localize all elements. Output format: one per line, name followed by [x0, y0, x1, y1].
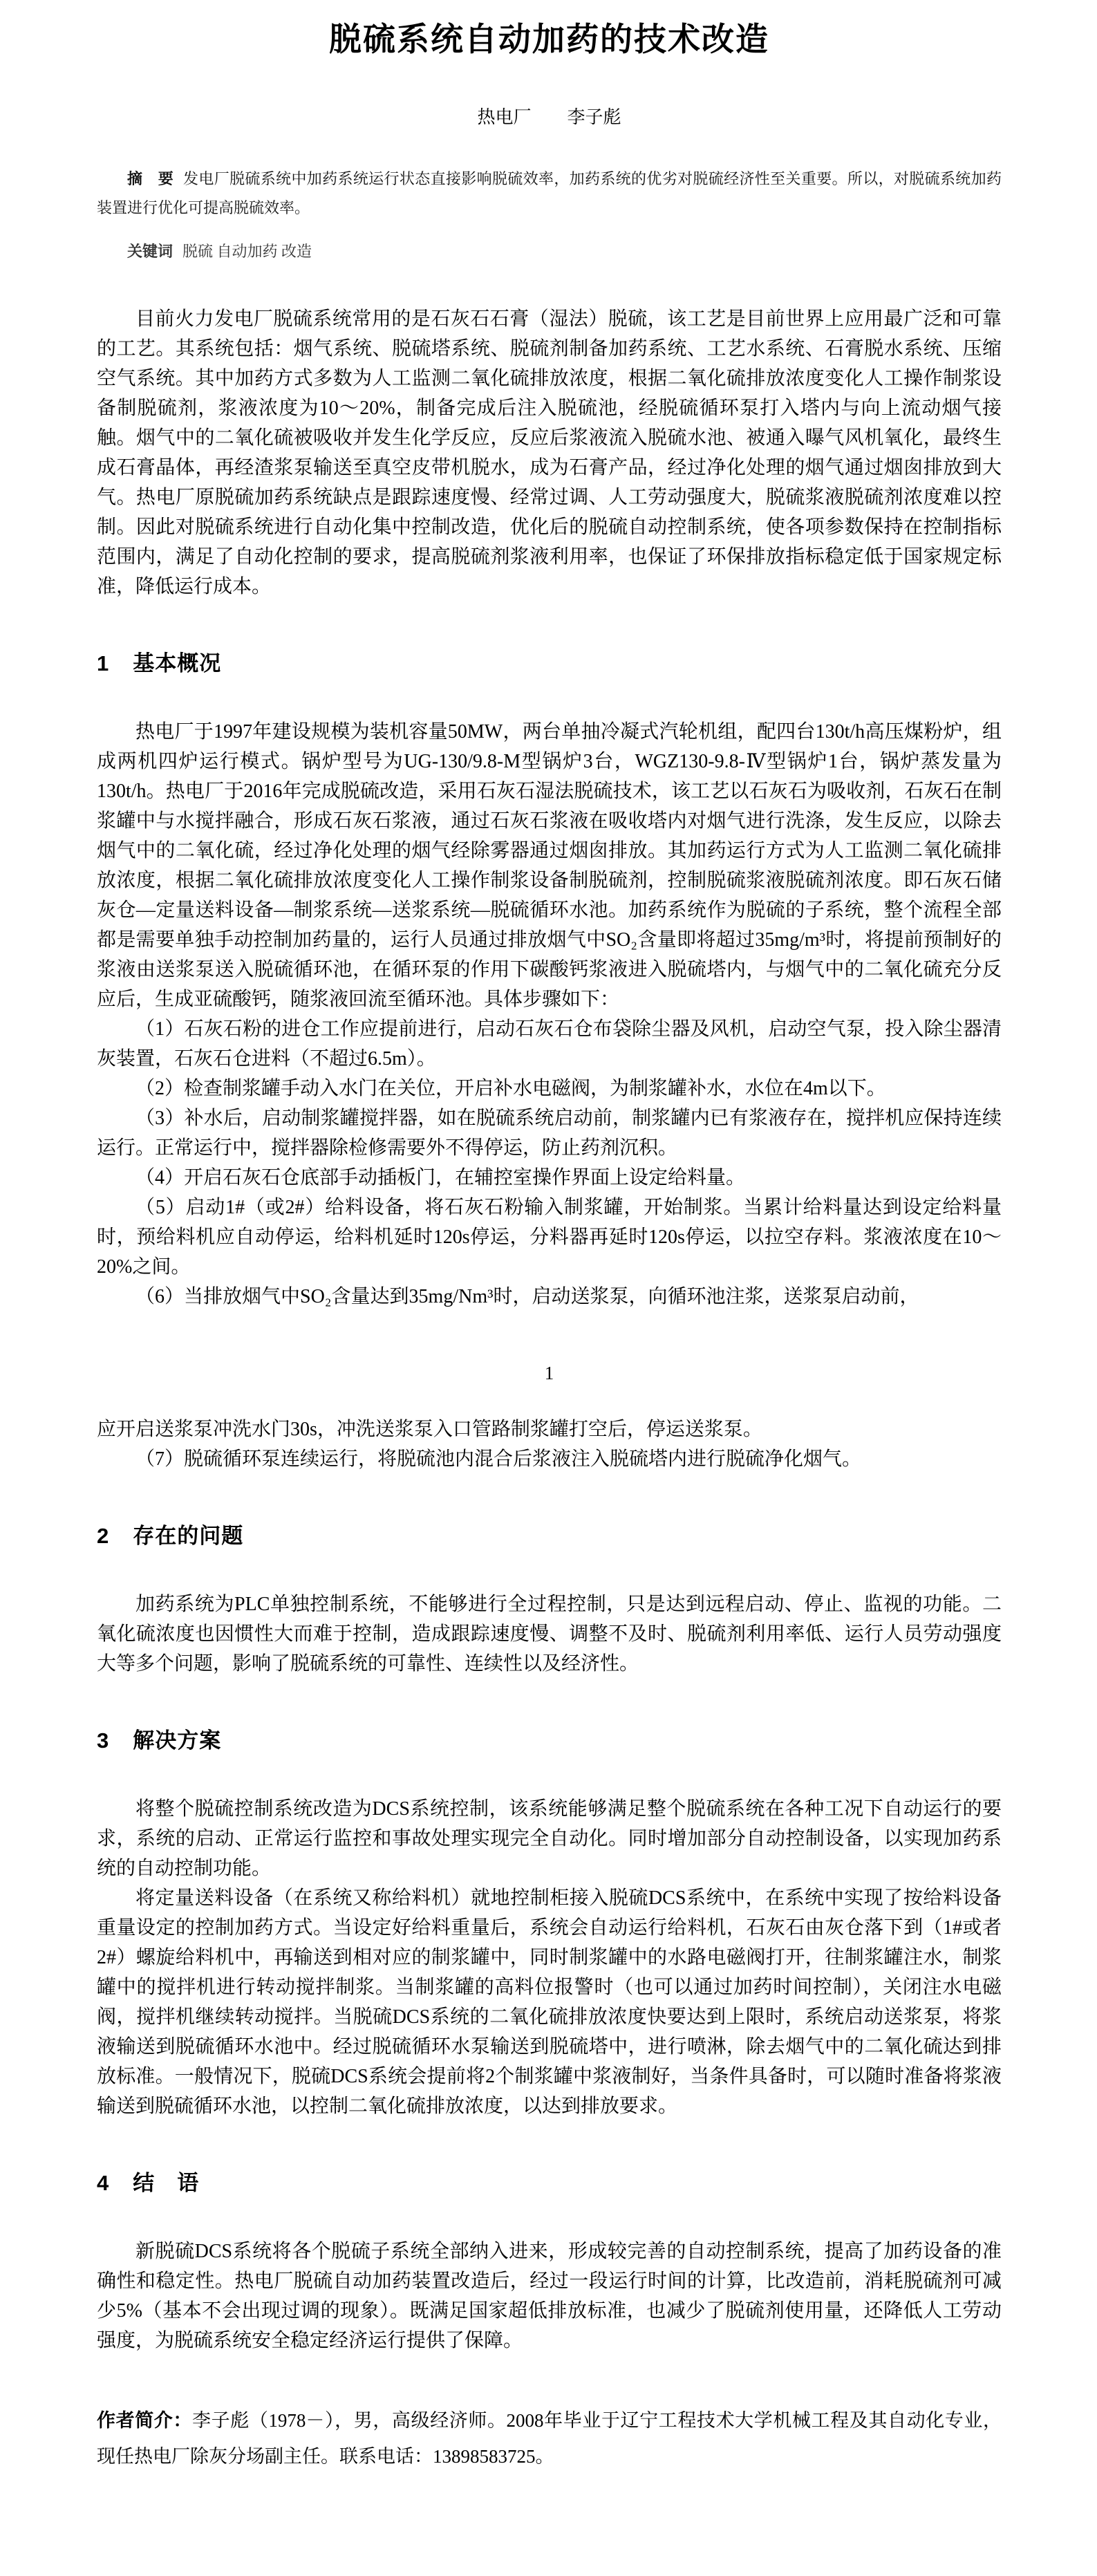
section-1-heading	[97, 646, 1002, 677]
section-2-title: 存在的问题	[133, 1524, 244, 1548]
section-2-heading	[97, 1518, 1002, 1549]
intro-paragraph: 目前火力发电厂脱硫系统常用的是石灰石石膏（湿法）脱硫，该工艺是目前世界上应用最广泛和可靠的工艺。其系统包括：烟气系统、脱硫塔系统、脱硫剂制备加药系统、工艺水系统、石膏脱水系统、压缩空气系统。其中加药方式多数为人工监测二氧化硫排放浓度，根据二氧化硫排放浓度变化人工操作制浆设备制脱硫剂，浆液浓度为10～20%，制备完成后注入脱硫池，经脱硫循环泵打入塔内与向上流动烟气接触。烟气中的二氧化硫被吸收并发生化学反应，反应后浆液流入脱硫水池、被通入曝气风机氧化，最终生成石膏晶体，再经渣浆泵输送至真空皮带机脱水，成为石膏产品，经过净化处理的烟气通过烟囱排放到大气。热电厂原脱硫加药系统缺点是跟踪速度慢、经常过调、人工劳动强度大，脱硫浆液脱硫剂浓度难以控制。因此对脱硫系统进行自动化集中控制改造，优化后的脱硫自动控制系统，使各项参数保持在控制指标范围内，满足了自动化控制的要求，提高脱硫剂浆液利用率，也保证了环保排放指标稳定低于国家规定标准，降低运行成本。	[97, 308, 1002, 597]
author-bio-text: 李子彪（1978－），男，高级经济师。2008年毕业于辽宁工程技术大学机械工程及其自动化专业，现任热电厂除灰分场副主任。联系电话：13898583725。	[97, 2410, 1002, 2467]
section-1-step-6-continuation: 应开启送浆泵冲洗水门30s，冲洗送浆泵入口管路制浆罐打空后，停运送浆泵。	[97, 1419, 762, 1440]
section-1-title: 基本概况	[133, 651, 222, 675]
section-1-step-1: （1）石灰石粉的进仓工作应提前进行，启动石灰石仓布袋除尘器及风机，启动空气泵，投入除尘器清灰装置，石灰石仓进料（不超过6.5m）。	[97, 1018, 1002, 1070]
author-bio-label: 作者简介：	[97, 2410, 193, 2431]
author-bio	[97, 2402, 1002, 2474]
section-1-step-5: （5）启动1#（或2#）给料设备，将石灰石粉输入制浆罐，开始制浆。当累计给料量达到设定给料量时，预给料机应自动停运，给料机延时120s停运，分料器再延时120s停运，以拉空存料。浆液浓度在10～20%之间。	[97, 1197, 1002, 1278]
byline-author: 李子彪	[567, 107, 621, 127]
section-3-number: 3	[97, 1728, 110, 1753]
paper-title: 脱硫系统自动加药的技术改造	[329, 21, 769, 57]
section-1-step-6: （6）当排放烟气中SO₂含量达到35mg/Nm³时，启动送浆泵，向循环池注浆，送浆泵启动前，	[135, 1286, 919, 1307]
section-1-step-4: （4）开启石灰石仓底部手动插板门，在辅控室操作界面上设定给料量。	[135, 1167, 746, 1188]
abstract	[97, 165, 1002, 223]
section-1-step-7: （7）脱硫循环泵连续运行，将脱硫池内混合后浆液注入脱硫塔内进行脱硫净化烟气。	[135, 1448, 862, 1470]
section-3-heading	[97, 1723, 1002, 1754]
keywords-label: 关键词	[127, 243, 174, 260]
byline	[97, 103, 1002, 129]
section-3-title: 解决方案	[133, 1728, 222, 1753]
page-number: 1	[544, 1363, 554, 1383]
section-3-paragraph-2: 将定量送料设备（在系统又称给料机）就地控制柜接入脱硫DCS系统中，在系统中实现了按给料设备重量设定的控制加药方式。当设定好给料重量后，系统会自动运行给料机，石灰石由灰仓落下到（1#或者2#）螺旋给料机中，再输送到相对应的制浆罐中，同时制浆罐中的水路电磁阀打开，往制浆罐注水，制浆罐中的搅拌机进行转动搅拌制浆。当制浆罐的高料位报警时（也可以通过加药时间控制），关闭注水电磁阀，搅拌机继续转动搅拌。当脱硫DCS系统的二氧化硫排放浓度快要达到上限时，系统启动送浆泵，将浆液输送到脱硫循环水池中。经过脱硫循环水泵输送到脱硫塔中，进行喷淋，除去烟气中的二氧化硫达到排放标准。一般情况下，脱硫DCS系统会提前将2个制浆罐中浆液制好，当条件具备时，可以随时准备将浆液输送到脱硫循环水池，以控制二氧化硫排放浓度，以达到排放要求。	[97, 1887, 1002, 2117]
abstract-text: 发电厂脱硫系统中加药系统运行状态直接影响脱硫效率，加药系统的优劣对脱硫经济性至关重要。所以，对脱硫系统加药装置进行优化可提高脱硫效率。	[97, 170, 1002, 216]
section-2-paragraph: 加药系统为PLC单独控制系统，不能够进行全过程控制，只是达到远程启动、停止、监视的功能。二氧化硫浓度也因惯性大而难于控制，造成跟踪速度慢、调整不及时、脱硫剂利用率低、运行人员劳动强度大等多个问题，影响了脱硫系统的可靠性、连续性以及经济性。	[97, 1594, 1002, 1674]
section-1-step-2: （2）检查制浆罐手动入水门在关位，开启补水电磁阀，为制浆罐补水，水位在4m以下。	[135, 1078, 886, 1099]
section-3-paragraph-1: 将整个脱硫控制系统改造为DCS系统控制，该系统能够满足整个脱硫系统在各种工况下自动运行的要求，系统的启动、正常运行监控和事故处理实现完全自动化。同时增加部分自动控制设备，以实现加药系统的自动控制功能。	[97, 1798, 1002, 1879]
section-4-paragraph: 新脱硫DCS系统将各个脱硫子系统全部纳入进来，形成较完善的自动控制系统，提高了加药设备的准确性和稳定性。热电厂脱硫自动加药装置改造后，经过一段运行时间的计算，比改造前，消耗脱硫剂可减少5%（基本不会出现过调的现象）。既满足国家超低排放标准，也减少了脱硫剂使用量，还降低人工劳动强度，为脱硫系统安全稳定经济运行提供了保障。	[97, 2241, 1002, 2351]
keywords-text: 脱硫 自动加药 改造	[182, 243, 312, 260]
section-1-step-3: （3）补水后，启动制浆罐搅拌器，如在脱硫系统启动前，制浆罐内已有浆液存在，搅拌机应保持连续运行。正常运行中，搅拌器除检修需要外不得停运，防止药剂沉积。	[97, 1108, 1002, 1159]
byline-affiliation: 热电厂	[477, 107, 532, 127]
section-1-number: 1	[97, 651, 110, 675]
keywords	[97, 238, 1002, 265]
abstract-label: 摘 要	[127, 170, 174, 187]
section-4-heading	[97, 2165, 1002, 2196]
section-1-paragraph: 热电厂于1997年建设规模为装机容量50MW，两台单抽冷凝式汽轮机组，配四台130t/h高压煤粉炉，组成两机四炉运行模式。锅炉型号为UG-130/9.8-M型锅炉3台，WGZ130-9.8-Ⅳ型锅炉1台，锅炉蒸发量为130t/h。热电厂于2016年完成脱硫改造，采用石灰石湿法脱硫技术，该工艺以石灰石为吸收剂，石灰石在制浆罐中与水搅拌融合，形成石灰石浆液，通过石灰石浆液在吸收塔内对烟气进行洗涤，发生反应，以除去烟气中的二氧化硫，经过净化处理的烟气经除雾器通过烟囱排放。其加药运行方式为人工监测二氧化硫排放浓度，根据二氧化硫排放浓度变化人工操作制浆设备制脱硫剂，控制脱硫浆液脱硫剂浓度。即石灰石储灰仓—定量送料设备—制浆系统—送浆系统—脱硫循环水池。加药系统作为脱硫的子系统，整个流程全部都是需要单独手动控制加药量的，运行人员通过排放烟气中SO₂含量即将超过35mg/m³时，将提前预制好的浆液由送浆泵送入脱硫循环池，在循环泵的作用下碳酸钙浆液进入脱硫塔内，与烟气中的二氧化硫充分反应后，生成亚硫酸钙，随浆液回流至循环池。具体步骤如下：	[97, 721, 1002, 1010]
section-4-title: 结 语	[133, 2171, 200, 2195]
section-4-number: 4	[97, 2171, 110, 2195]
section-2-number: 2	[97, 1524, 110, 1548]
